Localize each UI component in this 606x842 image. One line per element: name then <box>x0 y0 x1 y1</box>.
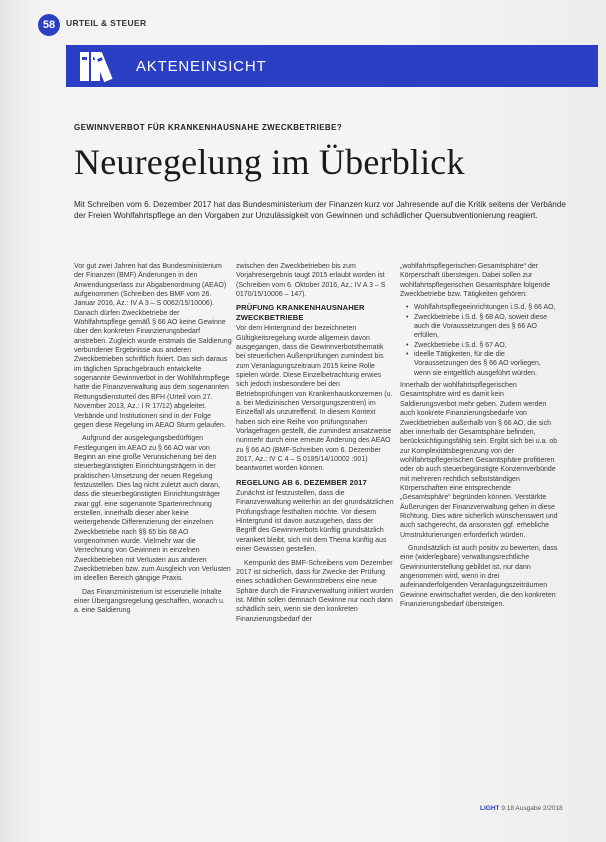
body-paragraph: Innerhalb der wohlfahrtspflegerischen Gesamtsphäre wird es damit kein Saldierungsverbot mehr geben. Zudem werden auch konkrete Finanzierungsbedarfe von Zweckbetrieben außerhalb von § 66 AO, die sich aber innerhalb der Gesamtsphäre befinden, berücksichtigungsfähig sein. Ergibt sich bei u.a. ob zur Komplexitätsbegrenzung von der wohlfahrtspflegerischen Gesamtsphäre profitieren oder ob auch steuerbegünstigte Konzernverbünde mit mehreren rechtlich selbstständigen Körperschaften eine entsprechende „Gesamtsphäre“ begründen können. Verstärkte Äußerungen der Finanzverwaltung gehen in diese Richtung. Dies wäre sicherlich wünschenswert und auch sachgerecht, da ansonsten ggf. erhebliche Umstrukturierungen erforderlich würden. <box>400 382 558 539</box>
body-paragraph: zwischen den Zweckbetrieben bis zum Vorjahresergebnis taugt 2015 erlaubt worden ist (Schreiben vom 6. Oktober 2016, Az.: IV A 3 – S 0170/15/10006 – 147). <box>236 263 386 299</box>
body-paragraph: Zunächst ist festzustellen, dass die Finanzverwaltung weiterhin an der grundsätzlichen Prüfungsfrage festhalten möchte. Vor diesem Hintergrund ist davon auszugehen, dass der Begriff des Gewinnverbots künftig grundsätzlich verankert bleibt, sich mit dem Thema künftig aus einer Gewissen gestellen. <box>236 490 394 554</box>
article-lead <box>74 199 580 222</box>
lead-paragraph: Mit Schreiben vom 6. Dezember 2017 hat das Bundesministerium der Finanzen kurz vor Jahresende auf die Kritik seitens der Verbände der Freien Wohlfahrtspflege an den Vorgaben zur Unzulässigkeit von Gewinnen und schädlicher Quersubventionierung reagiert. <box>74 200 566 221</box>
body-paragraph: Aufgrund der ausgelegungsbedürftigen Festlegungen im AEAO zu § 66 AO war von Beginn an eine große Verunsicherung bei den steuerbegünstigten Einrichtungsträgern in der praktischen Umsetzung der neuen Regelung festzustellen. Dies lag nicht zuletzt auch daran, dass die steuerbegünstigten Einrichtungsträger zwar ggf. eine sogenannte Spartenrechnung erstellen, innerhalb dieser aber keine weitergehende Differenzierung der einzelnen Zweckbetriebe nach §§ 65 bis 68 AO vorgenommen wurde. Vielmehr war die Verrechnung von Gewinnen in einzelnen Zweckbetrieben mit Verlusten aus anderen Zweckbetrieben bzw. zum Ausgleich von Verlusten im ideellen Bereich gängige Praxis. <box>74 435 231 583</box>
body-paragraph: Grundsätzlich ist auch positiv zu bewerten, dass eine (widerlegbare) verwaltungsrechtliche Gewinnunterstellung gebildet ist, nur dann angenommen wird, wenn in drei aufeinanderfolgenden Veranlagungszeiträumen Gewinne erwirtschaftet werden, die den konkreten Finanzierungsbedarf übersteigen. <box>400 544 558 609</box>
footer-issue: 9.18 <box>501 805 514 812</box>
list-item: • ideelle Tätigkeiten, für die die Voraussetzungen des § 66 AO vorliegen, wenn sie entgeltlich ausgeführt würden. <box>406 350 558 378</box>
page-number: 58 <box>38 14 60 36</box>
binders-icon <box>78 49 122 83</box>
subheading: PRÜFUNG KRANKENHAUSNAHER ZWECKBETRIEBE <box>236 303 365 322</box>
body-paragraph: Das Finanzministerium ist essenzielle Inhalte einer Übergangsregelung geschaffen, wonach u. a. eine Saldierung <box>74 588 225 615</box>
footer-date: Ausgabe 2/2018 <box>515 805 563 812</box>
body-paragraph: „wohlfahrtspflegerischen Gesamtsphäre“ der Körperschaft übersteigen. Dabei sollen zur wohlfahrtspflegerischen Gesamtsphäre folgende Zweckbetriebe bzw. Tätigkeiten gehören: <box>400 263 551 299</box>
list-item: • Zweckbetriebe i.S.d. § 67 AO, <box>406 341 558 350</box>
footer-magazine: LIGHT <box>480 805 500 812</box>
page-footer <box>480 805 563 812</box>
subheading: REGELUNG AB 6. DEZEMBER 2017 <box>236 477 367 487</box>
article-headline: Neuregelung im Überblick <box>74 142 465 182</box>
body-paragraph: Kernpunkt des BMF-Schreibens vom Dezember 2017 ist sicherlich, dass für Zwecke der Prüfung eines schädlichen Gewinnstrebens eine neue Sphäre durch die Finanzverwaltung initiiert wurden ist. Mithin sollen demnach Gewinne nur noch dann schädlich sein, wenn sie den konkreten Finanzierungsbedarf der <box>236 559 394 623</box>
list-item: • Zweckbetriebe i.S.d. § 68 AO, soweit diese auch die Voraussetzungen des § 66 AO erfüllen, <box>406 313 558 341</box>
section-banner <box>66 45 598 87</box>
body-paragraph: Vor gut zwei Jahren hat das Bundesministerium der Finanzen (BMF) Änderungen in den Anwendungserlass zur Abgabenordnung (AEAO) aufgenommen (Schreiben des BMF vom 26. Januar 2016, Az.: IV A 3 – S 0062/15/10006). Danach dürfen Zweckbetriebe der Wohlfahrtspflege gemäß § 66 AO keine Gewinne über den konkreten Finanzierungsbedarf anstreben. Zugleich wurde erstmals die Saldierung verbundener Ergebnisse aus anderen Zweckbetrieben schriftlich fixiert. Das sich daraus im täglichen Sprachgebrauch entwickelte sogenannte Gewinnverbot in der Wohlfahrtspflege hatte die Finanzverwaltung aus dem sogenannten Rettungsdiensturteil des BFH (Urteil vom 27. November 2013, Az.: I R 17/12) abgeleitet. Verbände und Institutionen sind in der Folge gegen diese Regelung im AEAO Sturm gelaufen. <box>74 263 232 429</box>
body-paragraph: Vor dem Hintergrund der bezeichneten Gültigkeitsregelung wurde allgemein davon ausgegangen, dass die Gewinnverbotsthematik bei steuerlichen Außenprüfungen zumindest bis zum Veranlagungszeitraum 2015 keine Rolle spielen würde. Diese Einzelbetrachtung erwies sich jedoch insbesondere bei den Betriebsprüfungen von Krankenhauskonzernen (u. a. bei Medizinischen Versorgungszentren) im Einzelfall als unzutreffend. In diesem Kontext haben sich eine Reihe von prüfungsnahen Vorlagefragen gestellt, die zumindest ansatzweise nunmehr durch eine erneute Änderung des AEAO zu § 66 AO (BMF-Schreiben vom 6. Dezember 2017, Az.: IV C 4 – S 0185/14/10002 :001) beantwortet worden können. <box>236 325 393 473</box>
text-column-1 <box>74 262 232 620</box>
list-item: • Wohlfahrtspflegeeinrichtungen i.S.d. § 66 AO, <box>406 303 558 312</box>
bullet-list <box>400 303 558 378</box>
text-column-2 <box>236 262 394 628</box>
article-kicker: GEWINNVERBOT FÜR KRANKENHAUSNAHE ZWECKBETRIEBE? <box>74 123 343 132</box>
banner-title: AKTENEINSICHT <box>136 57 267 75</box>
text-column-3 <box>400 262 558 613</box>
section-label: URTEIL & STEUER <box>66 18 147 28</box>
